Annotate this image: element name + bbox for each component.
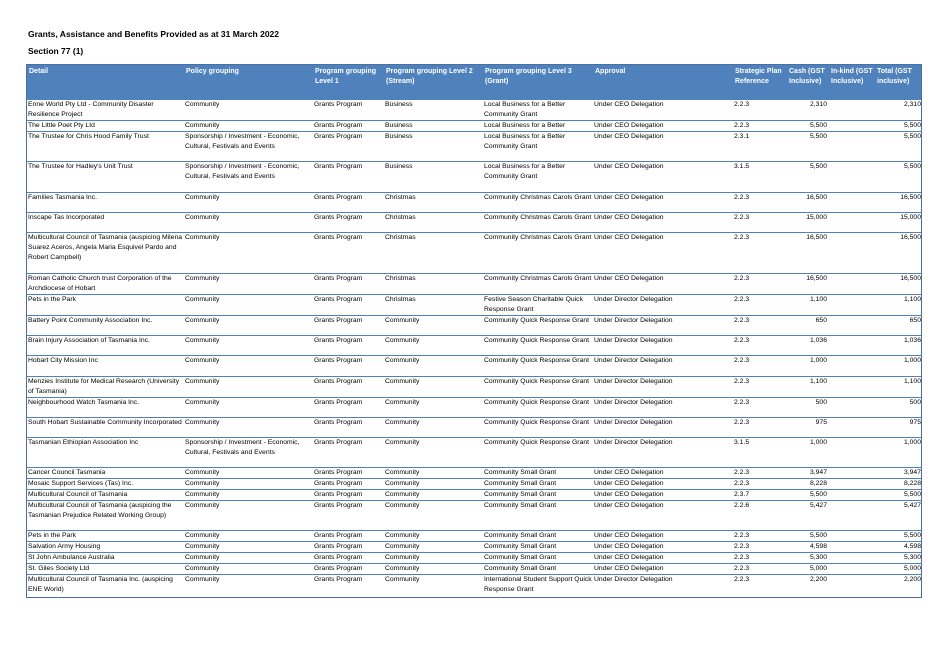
cell-approval: Under CEO Delegation <box>594 469 664 476</box>
cell-detail: Salvation Army Housing <box>28 543 101 550</box>
cell-program-level-2: Community <box>385 565 420 572</box>
cell-in-kind <box>829 553 875 564</box>
cell-program-level-3: Community Christmas Carols Grant <box>484 275 592 282</box>
cell-in-kind <box>829 531 875 542</box>
cell-total: 2,310 <box>903 101 921 108</box>
table-row <box>27 162 922 193</box>
cell-cash: 5,500 <box>809 133 827 140</box>
cell-approval: Under CEO Delegation <box>594 554 664 561</box>
cell-cash: 5,300 <box>809 554 827 561</box>
cell-policy-grouping: Community <box>185 122 220 129</box>
cell-program-level-3: Community Quick Response Grant <box>484 317 590 324</box>
cell-program-level-2: Christmas <box>385 194 416 201</box>
cell-program-level-3: Community Small Grant <box>484 565 557 572</box>
table-row <box>27 418 922 438</box>
cell-in-kind <box>829 162 875 193</box>
cell-program-level-3: Community Christmas Carols Grant <box>484 214 592 221</box>
cell-program-level-2: Community <box>385 532 420 539</box>
header-program-level-1: Program grouping Level 1 <box>313 65 384 100</box>
cell-program-level-3: Community Quick Response Grant <box>484 399 590 406</box>
cell-strategic-plan: 2.2.3 <box>734 378 750 385</box>
header-detail: Detail <box>27 65 184 100</box>
cell-program-level-2: Community <box>385 399 420 406</box>
cell-program-level-1: Grants Program <box>314 101 363 108</box>
cell-strategic-plan: 2.2.3 <box>734 576 750 583</box>
cell-program-level-1: Grants Program <box>314 337 363 344</box>
cell-policy-grouping: Community <box>185 543 220 550</box>
cell-strategic-plan: 2.2.3 <box>734 532 750 539</box>
cell-program-level-2: Business <box>385 101 413 108</box>
header-cash: Cash (GST Inclusive) <box>787 65 829 100</box>
cell-approval: Under CEO Delegation <box>594 234 664 241</box>
cell-program-level-3: Community Small Grant <box>484 502 557 509</box>
cell-program-level-2: Community <box>385 419 420 426</box>
header-policy-grouping: Policy grouping <box>184 65 313 100</box>
cell-policy-grouping: Community <box>185 296 220 303</box>
cell-detail: Inscape Tas Incorporated <box>28 214 105 221</box>
cell-in-kind <box>829 575 875 599</box>
cell-detail: Roman Catholic Church trust Corporation of the Archdiocese of Hobart <box>28 275 172 292</box>
cell-approval: Under Director Delegation <box>594 296 673 303</box>
cell-detail: Multicultural Council of Tasmania (auspicing Milena Suarez Aceros, Angela Maria Esquivel Pardo and Robert Campbell) <box>28 234 183 261</box>
cell-program-level-3: Community Quick Response Grant <box>484 357 590 364</box>
cell-approval: Under CEO Delegation <box>594 565 664 572</box>
table-row <box>27 336 922 356</box>
cell-total: 16,500 <box>900 275 921 282</box>
cell-cash: 15,000 <box>806 214 827 221</box>
cell-in-kind <box>829 479 875 490</box>
cell-total: 5,500 <box>903 163 921 170</box>
cell-approval: Under CEO Delegation <box>594 543 664 550</box>
cell-program-level-2: Community <box>385 576 420 583</box>
cell-strategic-plan: 2.3.7 <box>734 491 750 498</box>
cell-in-kind <box>829 564 875 575</box>
cell-policy-grouping: Community <box>185 194 220 201</box>
cell-detail: Cancer Council Tasmania <box>28 469 106 476</box>
cell-total: 3,947 <box>903 469 921 476</box>
table-row <box>27 356 922 377</box>
table-row <box>27 398 922 418</box>
cell-policy-grouping: Community <box>185 419 220 426</box>
cell-policy-grouping: Community <box>185 565 220 572</box>
cell-approval: Under Director Delegation <box>594 317 673 324</box>
cell-program-level-2: Community <box>385 480 420 487</box>
cell-strategic-plan: 2.3.1 <box>734 133 750 140</box>
cell-total: 8,228 <box>903 480 921 487</box>
cell-program-level-3: Community Small Grant <box>484 554 557 561</box>
cell-in-kind <box>829 336 875 356</box>
cell-program-level-2: Christmas <box>385 234 416 241</box>
table-row <box>27 490 922 501</box>
cell-program-level-3: Community Quick Response Grant <box>484 419 590 426</box>
cell-strategic-plan: 2.2.3 <box>734 194 750 201</box>
header-strategic-plan: Strategic Plan Reference <box>733 65 787 100</box>
cell-program-level-2: Community <box>385 317 420 324</box>
cell-policy-grouping: Sponsorship / Investment - Economic, Cultural, Festivals and Events <box>185 163 300 180</box>
cell-detail: St John Ambulance Australia <box>28 554 115 561</box>
cell-program-level-1: Grants Program <box>314 194 363 201</box>
cell-cash: 2,200 <box>809 576 827 583</box>
cell-cash: 1,000 <box>809 357 827 364</box>
cell-cash: 1,036 <box>809 337 827 344</box>
page-title: Grants, Assistance and Benefits Provided as at 31 March 2022 <box>28 29 280 39</box>
cell-detail: Pets in the Park <box>28 296 76 303</box>
cell-cash: 16,500 <box>806 275 827 282</box>
cell-in-kind <box>829 356 875 377</box>
cell-strategic-plan: 2.2.3 <box>734 565 750 572</box>
cell-cash: 1,100 <box>809 296 827 303</box>
cell-total: 1,100 <box>903 296 921 303</box>
cell-cash: 16,500 <box>806 234 827 241</box>
cell-in-kind <box>829 468 875 479</box>
cell-detail: Multicultural Council of Tasmania (auspicing the Tasmanian Prejudice Related Working Group) <box>28 502 172 519</box>
cell-strategic-plan: 2.2.3 <box>734 101 750 108</box>
cell-program-level-2: Community <box>385 357 420 364</box>
cell-program-level-1: Grants Program <box>314 296 363 303</box>
cell-total: 5,500 <box>903 122 921 129</box>
cell-approval: Under CEO Delegation <box>594 275 664 282</box>
cell-policy-grouping: Community <box>185 469 220 476</box>
cell-total: 1,000 <box>903 357 921 364</box>
cell-program-level-2: Christmas <box>385 275 416 282</box>
cell-program-level-1: Grants Program <box>314 554 363 561</box>
cell-detail: Enne World Pty Ltd - Community Disaster Resilience Project <box>28 101 154 118</box>
cell-policy-grouping: Community <box>185 554 220 561</box>
cell-approval: Under Director Delegation <box>594 419 673 426</box>
cell-detail: The Trustee for Hadley's Unit Trust <box>28 163 133 170</box>
cell-cash: 5,500 <box>809 163 827 170</box>
cell-program-level-2: Community <box>385 554 420 561</box>
cell-strategic-plan: 2.2.3 <box>734 554 750 561</box>
cell-program-level-2: Community <box>385 439 420 446</box>
cell-program-level-1: Grants Program <box>314 480 363 487</box>
cell-total: 16,500 <box>900 194 921 201</box>
cell-approval: Under Director Delegation <box>594 378 673 385</box>
table-row <box>27 213 922 233</box>
cell-program-level-1: Grants Program <box>314 122 363 129</box>
cell-detail: Multicultural Council of Tasmania Inc. (auspicing ENE World) <box>28 576 173 593</box>
cell-approval: Under CEO Delegation <box>594 480 664 487</box>
cell-total: 5,000 <box>903 565 921 572</box>
cell-program-level-1: Grants Program <box>314 532 363 539</box>
cell-program-level-2: Community <box>385 491 420 498</box>
cell-approval: Under Director Delegation <box>594 439 673 446</box>
cell-cash: 5,500 <box>809 532 827 539</box>
cell-in-kind <box>829 193 875 213</box>
cell-approval: Under Director Delegation <box>594 337 673 344</box>
cell-cash: 4,598 <box>809 543 827 550</box>
cell-program-level-3: Local Business for a Better Community Grant <box>484 163 566 180</box>
grants-table <box>26 64 922 598</box>
cell-in-kind <box>829 438 875 468</box>
table-row <box>27 542 922 553</box>
cell-total: 1,036 <box>903 337 921 344</box>
cell-detail: St. Giles Society Ltd <box>28 565 90 572</box>
cell-detail: Brain Injury Association of Tasmania Inc. <box>28 337 150 344</box>
cell-in-kind <box>829 295 875 316</box>
cell-cash: 5,427 <box>809 502 827 509</box>
cell-program-level-3: Local Business for a Better Community Grant <box>484 101 566 118</box>
cell-total: 1,100 <box>903 378 921 385</box>
cell-cash: 500 <box>815 399 827 406</box>
cell-strategic-plan: 2.2.3 <box>734 296 750 303</box>
cell-strategic-plan: 2.2.3 <box>734 469 750 476</box>
table-row <box>27 100 922 121</box>
cell-in-kind <box>829 418 875 438</box>
cell-approval: Under CEO Delegation <box>594 491 664 498</box>
cell-strategic-plan: 2.2.3 <box>734 122 750 129</box>
cell-detail: Multicultural Council of Tasmania <box>28 491 128 498</box>
cell-approval: Under CEO Delegation <box>594 502 664 509</box>
cell-strategic-plan: 2.2.3 <box>734 337 750 344</box>
cell-program-level-3: International Student Support Quick Response Grant <box>484 576 592 593</box>
table-row <box>27 274 922 295</box>
cell-program-level-3: Local Business for a Better Community Grant <box>484 133 566 150</box>
header-in-kind: In-kind (GST Inclusive) <box>829 65 875 100</box>
table-row <box>27 295 922 316</box>
cell-strategic-plan: 2.2.3 <box>734 543 750 550</box>
cell-strategic-plan: 3.1.5 <box>734 163 750 170</box>
cell-program-level-2: Business <box>385 133 413 140</box>
cell-detail: The Trustee for Chris Hood Family Trust <box>28 133 149 140</box>
cell-detail: Battery Point Community Association Inc. <box>28 317 153 324</box>
cell-total: 5,500 <box>903 532 921 539</box>
cell-strategic-plan: 2.2.3 <box>734 480 750 487</box>
table-row <box>27 575 922 599</box>
cell-program-level-2: Business <box>385 163 413 170</box>
table-row <box>27 121 922 132</box>
cell-program-level-1: Grants Program <box>314 163 363 170</box>
cell-in-kind <box>829 377 875 398</box>
cell-policy-grouping: Community <box>185 234 220 241</box>
cell-program-level-2: Community <box>385 543 420 550</box>
cell-cash: 16,500 <box>806 194 827 201</box>
cell-approval: Under CEO Delegation <box>594 532 664 539</box>
cell-program-level-1: Grants Program <box>314 378 363 385</box>
cell-program-level-1: Grants Program <box>314 317 363 324</box>
cell-total: 5,427 <box>903 502 921 509</box>
cell-policy-grouping: Sponsorship / Investment - Economic, Cultural, Festivals and Events <box>185 439 300 456</box>
cell-policy-grouping: Community <box>185 378 220 385</box>
cell-total: 2,200 <box>903 576 921 583</box>
cell-policy-grouping: Community <box>185 480 220 487</box>
cell-strategic-plan: 2.2.3 <box>734 399 750 406</box>
header-approval: Approval <box>593 65 733 100</box>
table-row <box>27 438 922 468</box>
cell-program-level-3: Community Quick Response Grant <box>484 439 590 446</box>
cell-program-level-3: Local Business for a Better <box>484 122 566 129</box>
cell-program-level-3: Community Small Grant <box>484 543 557 550</box>
cell-detail: Tasmanian Ethiopian Association Inc <box>28 439 139 446</box>
cell-total: 1,000 <box>903 439 921 446</box>
cell-total: 5,300 <box>903 554 921 561</box>
cell-approval: Under CEO Delegation <box>594 163 664 170</box>
cell-cash: 1,100 <box>809 378 827 385</box>
cell-program-level-1: Grants Program <box>314 214 363 221</box>
cell-in-kind <box>829 132 875 162</box>
cell-detail: Neighbourhood Watch Tasmania Inc. <box>28 399 140 406</box>
cell-program-level-3: Community Quick Response Grant <box>484 337 590 344</box>
cell-program-level-3: Community Christmas Carols Grant <box>484 194 592 201</box>
section-label: Section 77 (1) <box>28 46 84 56</box>
cell-program-level-2: Community <box>385 502 420 509</box>
cell-in-kind <box>829 398 875 418</box>
cell-strategic-plan: 2.2.3 <box>734 234 750 241</box>
cell-in-kind <box>829 213 875 233</box>
table-header-row <box>27 65 922 100</box>
cell-approval: Under CEO Delegation <box>594 214 664 221</box>
cell-program-level-1: Grants Program <box>314 543 363 550</box>
cell-in-kind <box>829 316 875 336</box>
table-row <box>27 132 922 162</box>
table-row <box>27 316 922 336</box>
cell-approval: Under Director Delegation <box>594 357 673 364</box>
cell-program-level-3: Community Small Grant <box>484 491 557 498</box>
header-program-level-2: Program grouping Level 2 (Stream) <box>384 65 483 100</box>
cell-in-kind <box>829 233 875 274</box>
cell-policy-grouping: Community <box>185 214 220 221</box>
cell-policy-grouping: Community <box>185 275 220 282</box>
cell-total: 15,000 <box>900 214 921 221</box>
cell-policy-grouping: Community <box>185 532 220 539</box>
table-row <box>27 553 922 564</box>
cell-in-kind <box>829 490 875 501</box>
table-row <box>27 501 922 531</box>
table-row <box>27 193 922 213</box>
header-program-level-3: Program grouping Level 3 (Grant) <box>483 65 593 100</box>
cell-cash: 5,000 <box>809 565 827 572</box>
cell-program-level-1: Grants Program <box>314 502 363 509</box>
cell-in-kind <box>829 100 875 121</box>
cell-detail: South Hobart Sustainable Community Incorporated <box>28 419 182 426</box>
cell-program-level-1: Grants Program <box>314 565 363 572</box>
cell-program-level-1: Grants Program <box>314 234 363 241</box>
cell-approval: Under Director Delegation <box>594 399 673 406</box>
cell-program-level-2: Christmas <box>385 296 416 303</box>
cell-cash: 2,310 <box>809 101 827 108</box>
cell-detail: Mosaic Support Services (Tas) Inc. <box>28 480 134 487</box>
cell-cash: 3,947 <box>809 469 827 476</box>
cell-strategic-plan: 2.2.3 <box>734 419 750 426</box>
cell-program-level-3: Community Small Grant <box>484 532 557 539</box>
cell-program-level-1: Grants Program <box>314 357 363 364</box>
table-row <box>27 233 922 274</box>
cell-strategic-plan: 2.2.6 <box>734 502 750 509</box>
cell-cash: 8,228 <box>809 480 827 487</box>
cell-strategic-plan: 3.1.5 <box>734 439 750 446</box>
cell-in-kind <box>829 542 875 553</box>
cell-program-level-2: Community <box>385 378 420 385</box>
table-row <box>27 377 922 398</box>
cell-program-level-3: Community Small Grant <box>484 469 557 476</box>
cell-policy-grouping: Community <box>185 101 220 108</box>
cell-program-level-2: Community <box>385 469 420 476</box>
cell-policy-grouping: Community <box>185 491 220 498</box>
table-row <box>27 531 922 542</box>
cell-detail: The Little Poet Pty Ltd <box>28 122 95 129</box>
cell-approval: Under CEO Delegation <box>594 133 664 140</box>
cell-total: 500 <box>909 399 921 406</box>
cell-cash: 5,500 <box>809 491 827 498</box>
cell-program-level-2: Community <box>385 337 420 344</box>
cell-program-level-1: Grants Program <box>314 469 363 476</box>
cell-policy-grouping: Sponsorship / Investment - Economic, Cultural, Festivals and Events <box>185 133 300 150</box>
table-row <box>27 468 922 479</box>
cell-cash: 975 <box>815 419 827 426</box>
cell-program-level-1: Grants Program <box>314 399 363 406</box>
table-row <box>27 479 922 490</box>
cell-policy-grouping: Community <box>185 357 220 364</box>
cell-policy-grouping: Community <box>185 576 220 583</box>
cell-approval: Under CEO Delegation <box>594 194 664 201</box>
cell-approval: Under CEO Delegation <box>594 101 664 108</box>
cell-program-level-2: Christmas <box>385 214 416 221</box>
cell-strategic-plan: 2.2.3 <box>734 357 750 364</box>
cell-strategic-plan: 2.2.3 <box>734 317 750 324</box>
cell-program-level-3: Community Small Grant <box>484 480 557 487</box>
cell-detail: Families Tasmania Inc. <box>28 194 98 201</box>
cell-program-level-2: Business <box>385 122 413 129</box>
cell-total: 650 <box>909 317 921 324</box>
cell-program-level-1: Grants Program <box>314 275 363 282</box>
cell-strategic-plan: 2.2.3 <box>734 214 750 221</box>
cell-detail: Pets in the Park <box>28 532 76 539</box>
cell-program-level-3: Festive Season Charitable Quick Response Grant <box>484 296 583 313</box>
cell-policy-grouping: Community <box>185 502 220 509</box>
cell-program-level-1: Grants Program <box>314 491 363 498</box>
cell-program-level-1: Grants Program <box>314 133 363 140</box>
cell-policy-grouping: Community <box>185 399 220 406</box>
cell-detail: Hobart City Mission Inc <box>28 357 98 364</box>
cell-cash: 650 <box>815 317 827 324</box>
cell-policy-grouping: Community <box>185 337 220 344</box>
cell-cash: 5,500 <box>809 122 827 129</box>
cell-strategic-plan: 2.2.3 <box>734 275 750 282</box>
cell-total: 5,500 <box>903 491 921 498</box>
cell-in-kind <box>829 501 875 531</box>
cell-cash: 1,000 <box>809 439 827 446</box>
cell-in-kind <box>829 274 875 295</box>
cell-total: 16,500 <box>900 234 921 241</box>
cell-program-level-3: Community Quick Response Grant <box>484 378 590 385</box>
cell-program-level-1: Grants Program <box>314 576 363 583</box>
cell-program-level-3: Community Christmas Carols Grant <box>484 234 592 241</box>
cell-approval: Under Director Delegation <box>594 576 673 583</box>
cell-program-level-1: Grants Program <box>314 419 363 426</box>
header-total: Total (GST inclusive) <box>875 65 922 100</box>
cell-policy-grouping: Community <box>185 317 220 324</box>
table-row <box>27 564 922 575</box>
cell-detail: Menzies Institute for Medical Research (University of Tasmania) <box>28 378 180 395</box>
cell-in-kind <box>829 121 875 132</box>
cell-program-level-1: Grants Program <box>314 439 363 446</box>
cell-approval: Under CEO Delegation <box>594 122 664 129</box>
cell-total: 4,598 <box>903 543 921 550</box>
cell-total: 975 <box>909 419 921 426</box>
cell-total: 5,500 <box>903 133 921 140</box>
